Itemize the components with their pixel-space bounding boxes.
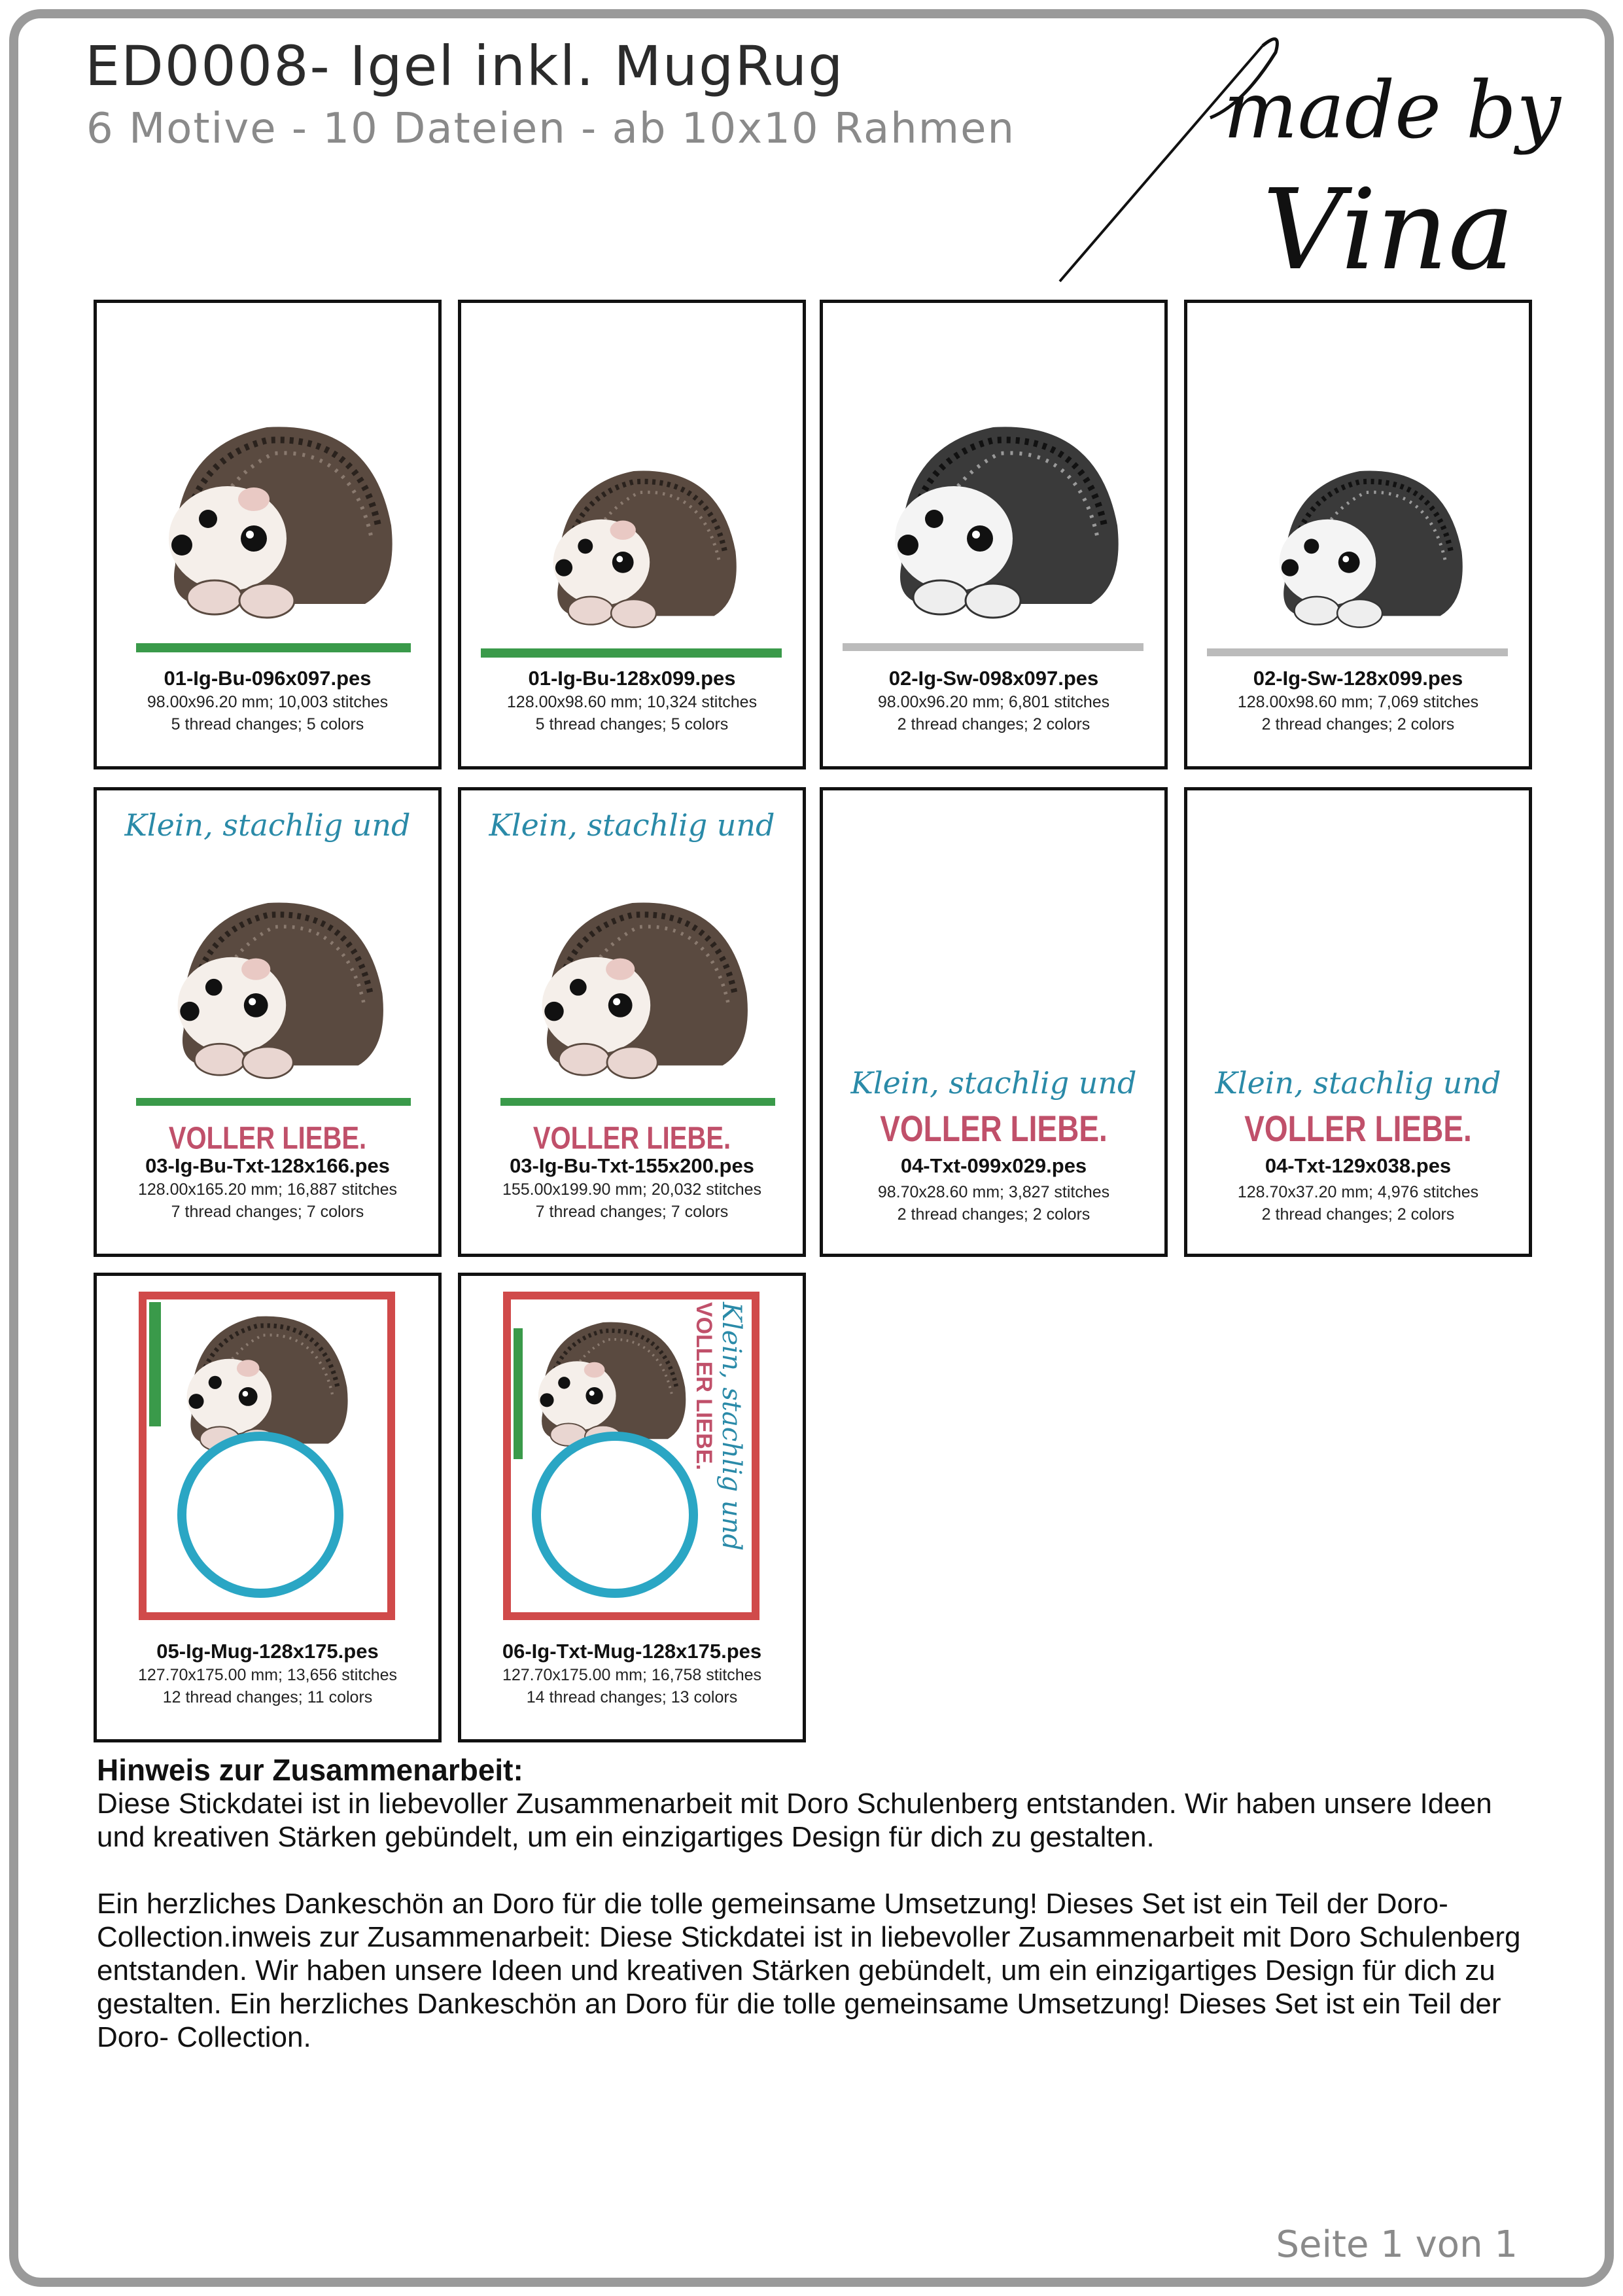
- page-title: ED0008- Igel inkl. MugRug: [85, 34, 845, 98]
- file-colors: 14 thread changes; 13 colors: [526, 1688, 738, 1706]
- slogan-bottom-text: VOLLER LIEBE.: [1244, 1108, 1472, 1150]
- mug-rug-slogan-top: Klein, stachlig und: [716, 1302, 746, 1551]
- file-name: 04-Txt-129x038.pes: [1265, 1154, 1452, 1177]
- file-colors: 5 thread changes; 5 colors: [535, 715, 729, 733]
- file-dimensions: 98.00x96.20 mm; 10,003 stitches: [147, 693, 389, 711]
- design-card: [458, 300, 806, 769]
- logo-made-by: made by: [1223, 65, 1561, 156]
- file-colors: 7 thread changes; 7 colors: [171, 1203, 364, 1221]
- design-card: [458, 787, 806, 1257]
- file-name: 01-Ig-Bu-096x097.pes: [164, 667, 372, 690]
- file-dimensions: 128.00x165.20 mm; 16,887 stitches: [137, 1180, 398, 1199]
- logo-vina: Vina: [1263, 166, 1514, 295]
- slogan-top-text: Klein, stachlig und: [124, 807, 411, 843]
- design-card: [820, 787, 1168, 1257]
- collaboration-notes: [97, 1754, 1536, 2087]
- design-card: [94, 787, 442, 1257]
- file-dimensions: 155.00x199.90 mm; 20,032 stitches: [502, 1180, 762, 1199]
- design-card: [1184, 300, 1532, 769]
- file-dimensions: 128.00x98.60 mm; 7,069 stitches: [1237, 693, 1479, 711]
- file-name: 05-Ig-Mug-128x175.pes: [156, 1640, 379, 1663]
- file-dimensions: 98.70x28.60 mm; 3,827 stitches: [877, 1183, 1110, 1201]
- slogan-bottom-text: VOLLER LIEBE.: [168, 1121, 367, 1156]
- file-colors: 2 thread changes; 2 colors: [1261, 715, 1455, 733]
- file-dimensions: 98.00x96.20 mm; 6,801 stitches: [877, 693, 1110, 711]
- slogan-top-text: Klein, stachlig und: [850, 1065, 1137, 1101]
- page-number: Seite 1 von 1: [1276, 2223, 1518, 2266]
- file-name: 02-Ig-Sw-128x099.pes: [1253, 667, 1463, 690]
- page-subtitle: 6 Motive - 10 Dateien - ab 10x10 Rahmen: [86, 105, 1015, 153]
- design-card: [94, 1273, 442, 1742]
- notes-paragraph: Diese Stickdatei ist in liebevoller Zusammenarbeit mit Doro Schulenberg entstanden. Wir haben unsere Ideen und kreativen Stärken gebündelt, um ein einzigartiges Design für dich zu gestalten.: [97, 1788, 1492, 1853]
- made-by-vina-logo: [1047, 26, 1561, 295]
- slogan-top-text: Klein, stachlig und: [1215, 1065, 1501, 1101]
- file-name: 01-Ig-Bu-128x099.pes: [528, 667, 736, 690]
- file-name: 03-Ig-Bu-Txt-128x166.pes: [145, 1154, 390, 1177]
- file-name: 04-Txt-099x029.pes: [900, 1154, 1087, 1177]
- notes-heading: Hinweis zur Zusammenarbeit:: [97, 1753, 523, 1787]
- file-colors: 5 thread changes; 5 colors: [171, 715, 364, 733]
- file-name: 02-Ig-Sw-098x097.pes: [888, 667, 1099, 690]
- mug-rug-slogan-bottom: VOLLER LIEBE.: [691, 1302, 716, 1470]
- file-dimensions: 128.70x37.20 mm; 4,976 stitches: [1237, 1183, 1479, 1201]
- design-card: [820, 300, 1168, 769]
- design-card: [1184, 787, 1532, 1257]
- design-card: [458, 1273, 806, 1742]
- file-dimensions: 127.70x175.00 mm; 13,656 stitches: [137, 1666, 398, 1684]
- file-colors: 7 thread changes; 7 colors: [535, 1203, 729, 1221]
- file-name: 03-Ig-Bu-Txt-155x200.pes: [510, 1154, 754, 1177]
- design-card: [94, 300, 442, 769]
- slogan-bottom-text: VOLLER LIEBE.: [880, 1108, 1108, 1150]
- file-colors: 12 thread changes; 11 colors: [162, 1688, 373, 1706]
- slogan-top-text: Klein, stachlig und: [489, 807, 775, 843]
- file-dimensions: 127.70x175.00 mm; 16,758 stitches: [502, 1666, 762, 1684]
- file-colors: 2 thread changes; 2 colors: [897, 1205, 1091, 1224]
- file-name: 06-Ig-Txt-Mug-128x175.pes: [502, 1640, 762, 1663]
- slogan-bottom-text: VOLLER LIEBE.: [532, 1121, 731, 1156]
- file-dimensions: 128.00x98.60 mm; 10,324 stitches: [506, 693, 758, 711]
- file-colors: 2 thread changes; 2 colors: [897, 715, 1091, 733]
- notes-paragraph: Ein herzliches Dankeschön an Doro für die tolle gemeinsame Umsetzung! Dieses Set ist ein Teil der Doro- Collection.inweis zur Zusammenarbeit: Diese Stickdatei ist in liebevoller Zusammenarbeit mit Doro Schulenberg entstanden. Wir haben unsere Ideen und kreativen Stärken gebündelt, um ein einzigartiges Design für dich zu gestalten. Ein herzliches Dankeschön an Doro für die tolle gemeinsame Umsetzung! Dieses Set ist ein Teil der Doro- Collection.: [97, 1888, 1521, 2053]
- file-colors: 2 thread changes; 2 colors: [1261, 1205, 1455, 1224]
